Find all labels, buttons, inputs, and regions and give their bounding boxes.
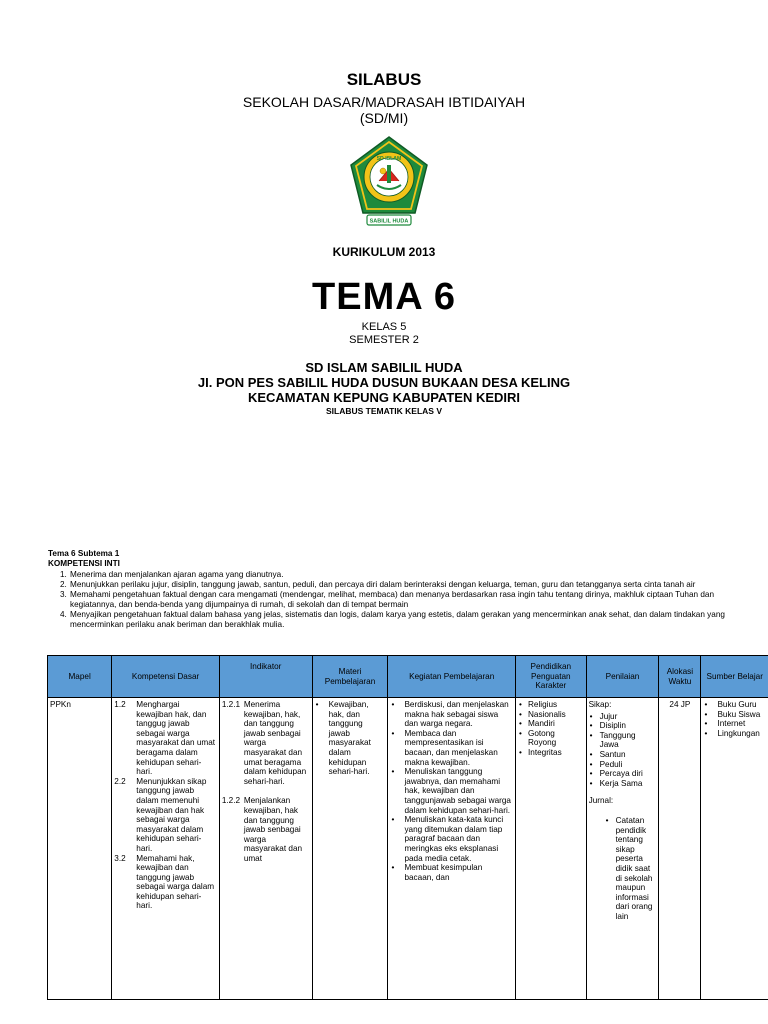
kompetensi-inti-heading: KOMPETENSI INTI (48, 559, 120, 568)
col-header-sumber: Sumber Belajar (701, 656, 768, 698)
indikator-item: 1.2.1 Menerima kewajiban, hak, dan tanggung jawab senbagai warga masyarakat dan umat beragama dalam kehidupan sehari-hari. (221, 700, 307, 786)
silabus-table (47, 655, 768, 1000)
kurikulum-label: KURIKULUM 2013 (332, 245, 436, 259)
jurnal-item: • Catatan pendidik tentang sikap peserta didik saat di sekolah maupun informasi dari orang lain (605, 816, 657, 922)
logo-text-top: SD ISLAM (376, 156, 402, 162)
kd-item: 3.2 Memahami hak, kewajiban dan tanggung jawab sebagai warga dalam kehidupan sehari-hari. (114, 853, 215, 911)
ki-item: 1. Menerima dan menjalankan ajaran agama yang dianutnya. (60, 570, 284, 579)
sikap-item: • Santun (589, 750, 657, 760)
col-header-penilaian: Penilaian (586, 656, 659, 698)
ki-item: 3. Memahami pengetahuan faktual dengan cara mengamati (mendengar, melihat, membaca) dan menanya berdasarkan rasa ingin tahu tentang dirinya, makhluk ciptaan Tuhan dan kegiatannya, dan benda-benda yang dijumpainya di rumah, di sekolah dan di tempat bermain (60, 590, 715, 609)
sumber-item: • Internet (703, 719, 766, 729)
kelas-label: KELAS 5 (361, 321, 407, 333)
semester-label: SEMESTER 2 (349, 334, 419, 346)
cell-kd (112, 698, 220, 1000)
kompetensi-inti-section (48, 549, 748, 630)
cell-sumber (701, 698, 768, 1000)
karakter-item: • Religius (518, 700, 584, 710)
logo-text-bottom: SABILIL HUDA (369, 218, 409, 225)
cell-mapel: PPKn (48, 698, 112, 1000)
sikap-item: • Jujur (589, 712, 657, 722)
penilaian-jurnal-label: Jurnal: (588, 796, 614, 806)
school-logo (347, 135, 431, 235)
col-header-alokasi: Alokasi Waktu (659, 656, 701, 698)
subtema-label: Tema 6 Subtema 1 (48, 549, 120, 558)
sikap-item: • Kerja Sama (589, 779, 657, 789)
kegiatan-item: • Berdiskusi, dan menjelaskan makna hak sebagai siswa dan warga negara. (390, 700, 513, 729)
col-header-karakter: Pendidikan Penguatan Karakter (515, 656, 586, 698)
col-header-materi: Materi Pembelajaran (312, 656, 388, 698)
school-address-line1: JI. PON PES SABILIL HUDA DUSUN BUKAAN DESA KELING (197, 375, 571, 390)
cell-alokasi: 24 JP (659, 698, 701, 1000)
tema-title: TEMA 6 (312, 276, 456, 318)
kegiatan-item: • Membuat kesimpulan bacaan, dan (390, 863, 513, 882)
silabus-tematik-label: SILABUS TEMATIK KELAS V (325, 406, 442, 416)
kompetensi-inti-list (48, 570, 748, 630)
table-header-row (48, 656, 768, 698)
sumber-item: • Lingkungan (703, 729, 766, 739)
document-title: SILABUS (346, 70, 422, 89)
ki-item: 2. Menunjukkan perilaku jujur, disiplin, tanggung jawab, santun, peduli, dan percaya diri dalam berinteraksi dengan keluarga, teman, guru dan tetangganya serta cinta tanah air (60, 580, 696, 589)
ki-item: 4. Menyajikan pengetahuan faktual dalam bahasa yang jelas, sistematis dan logis, dalam karya yang estetis, dalam gerakan yang mencerminkan anak sehat, dan dalam tindakan yang mencerminkan perilaku anak beriman dan berakhlak mulia. (60, 610, 725, 629)
sikap-item: • Percaya diri (589, 769, 657, 779)
karakter-item: • Gotong Royong (518, 729, 584, 748)
sikap-item: • Tanggung Jawa (589, 731, 657, 750)
cell-penilaian (586, 698, 659, 1000)
school-address-line2: KECAMATAN KEPUNG KABUPATEN KEDIRI (247, 390, 521, 405)
sumber-item: • Buku Siswa (703, 710, 766, 720)
karakter-item: • Nasionalis (518, 710, 584, 720)
col-header-mapel: Mapel (48, 656, 112, 698)
kd-item: 2.2 Menunjukkan sikap tanggung jawab dalam memenuhi kewajiban dan hak sebagai warga masyarakat dalam kehidupan sehari-hari. (114, 776, 207, 853)
penilaian-sikap-label: Sikap: (588, 700, 612, 709)
indikator-item: 1.2.2 Menjalankan kewajiban, hak dan tanggung jawab senbagai warga masyarakat dan umat (221, 796, 303, 863)
cell-indikator (219, 698, 312, 1000)
table-row (48, 698, 768, 1000)
school-name: SD ISLAM SABILIL HUDA (305, 360, 463, 375)
kegiatan-item: • Menuliskan kata-kata kunci yang ditemukan dalam tiap paragraf bacaan dan meringkas eks eksplanasi pada media cetak. (390, 815, 513, 863)
sikap-item: • Peduli (589, 760, 657, 770)
materi-item: • Kewajiban, hak, dan tanggung jawab masyarakat dalam kehidupan sehari-hari. (315, 700, 386, 777)
cell-kegiatan (388, 698, 516, 1000)
school-type: SEKOLAH DASAR/MADRASAH IBTIDAIYAH (242, 94, 526, 110)
kegiatan-item: • Menuliskan tanggung jawabnya, dan memahami hak, kewajiban dan tanggunjawab sebagai warga dalam kehidupan sehari-hari. (390, 767, 513, 815)
sumber-item: • Buku Guru (703, 700, 766, 710)
col-header-kegiatan: Kegiatan Pembelajaran (388, 656, 516, 698)
karakter-item: • Integritas (518, 748, 584, 758)
col-header-indikator: Indikator (219, 656, 312, 698)
sikap-item: • Disiplin (589, 721, 657, 731)
cell-karakter (515, 698, 586, 1000)
karakter-item: • Mandiri (518, 719, 584, 729)
school-type-abbr: (SD/MI) (359, 110, 409, 126)
kd-item: 1.2 Menghargai kewajiban hak, dan tanggug jawab sebagai warga masyarakat dan umat beragama dalam kehidupan sehari-hari. (114, 700, 216, 777)
col-header-kd: Kompetensi Dasar (112, 656, 220, 698)
kegiatan-item: • Membaca dan mempresentasikan isi bacaan, dan menjelaskan makna kewajiban. (390, 729, 513, 767)
cell-materi (312, 698, 388, 1000)
